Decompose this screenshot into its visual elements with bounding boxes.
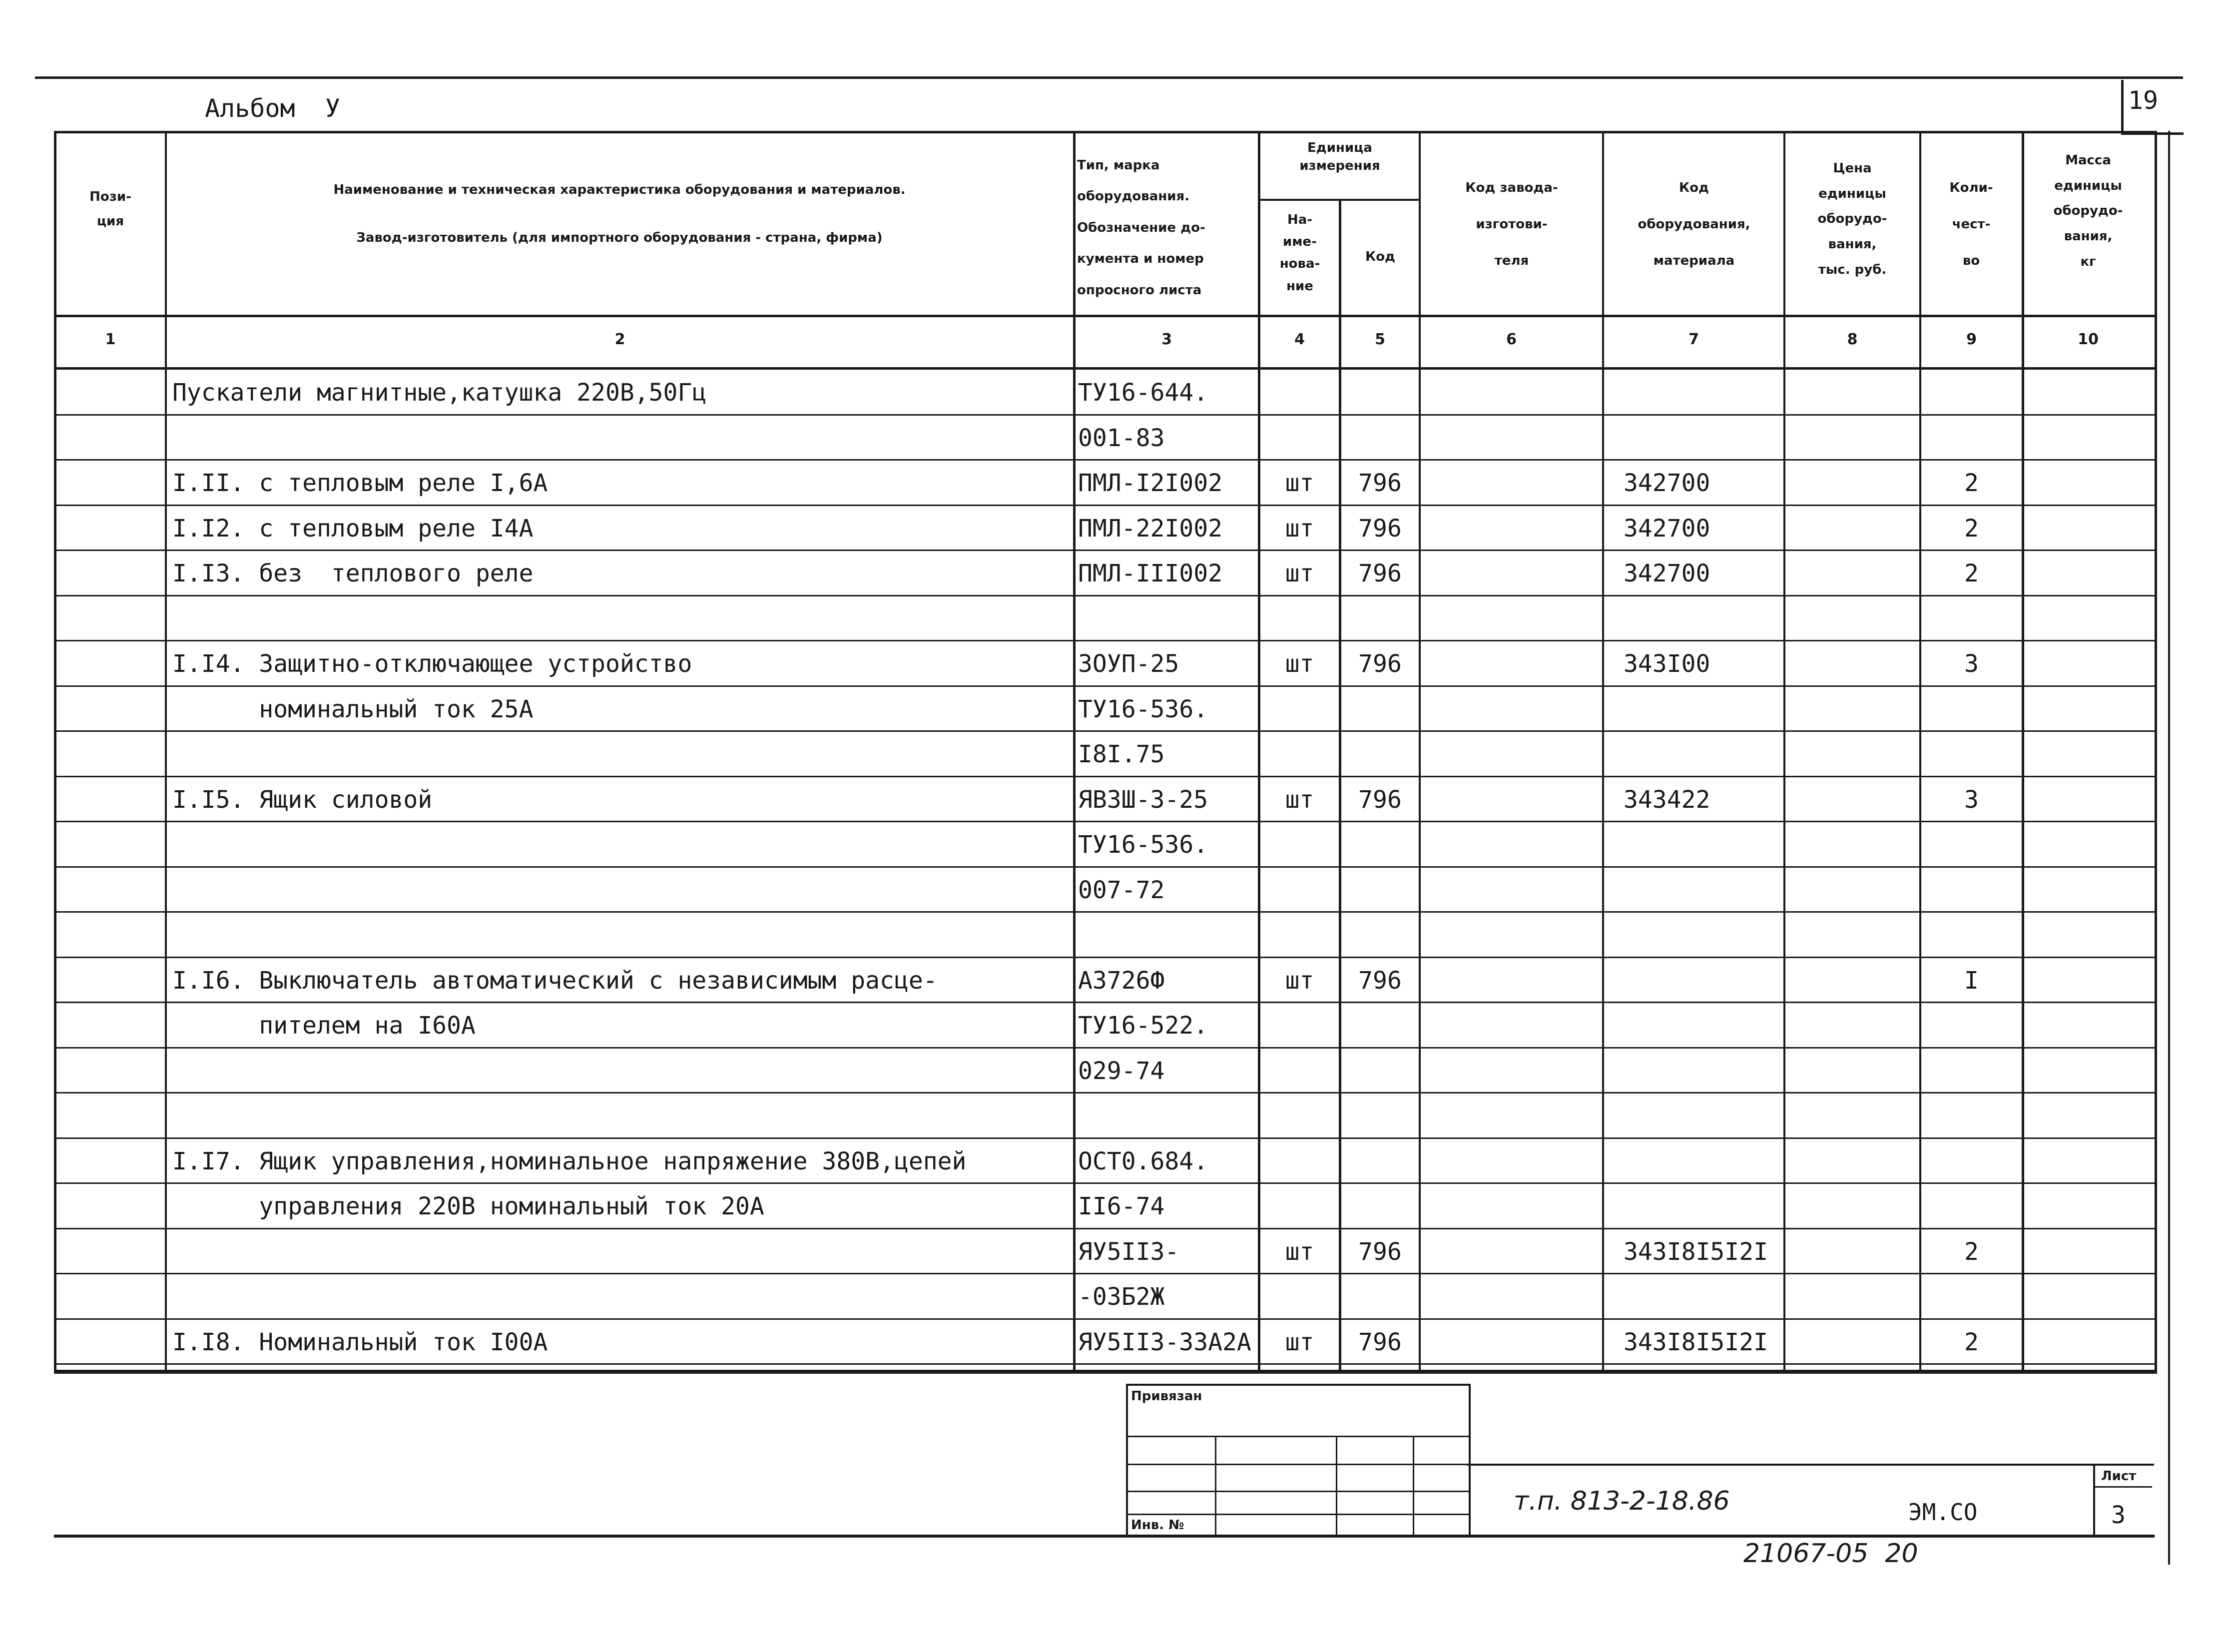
tied-box-row-3 xyxy=(1126,1491,1469,1492)
row-10-unit: шт xyxy=(1285,785,1314,814)
row-22-name: I.I8. Номинальный ток I00А xyxy=(172,1328,548,1356)
row-divider xyxy=(54,776,2155,777)
row-5-name: I.I3. без теплового реле xyxy=(172,559,534,587)
row-14-qty: I xyxy=(1964,966,1979,995)
row-4-equip-code: 342700 xyxy=(1624,514,1710,543)
row-3-qty: 2 xyxy=(1964,469,1979,497)
row-10-equip-code: 343422 xyxy=(1624,785,1710,814)
row-3-unit-code: 796 xyxy=(1358,469,1402,497)
top-frame-line xyxy=(35,76,2183,79)
row-divider xyxy=(54,640,2155,641)
row-7-unit-code: 796 xyxy=(1358,650,1402,678)
row-10-unit-code: 796 xyxy=(1358,785,1402,814)
row-divider xyxy=(54,685,2155,687)
row-7-name: I.I4. Защитно-отключающее устройство xyxy=(172,650,692,678)
row-3-unit: шт xyxy=(1285,469,1314,497)
sheet-number: 3 xyxy=(2111,1501,2126,1529)
row-9-type: I8I.75 xyxy=(1078,740,1165,768)
row-10-qty: 3 xyxy=(1964,785,1979,814)
row-15-type: ТУ16-522. xyxy=(1078,1012,1208,1040)
col-line-4 xyxy=(1339,200,1341,1372)
row-22-unit-code: 796 xyxy=(1358,1328,1402,1356)
row-12-type: 007-72 xyxy=(1078,876,1165,904)
row-14-unit: шт xyxy=(1285,966,1314,995)
row-20-type: ЯУ5II3- xyxy=(1078,1237,1179,1266)
right-frame-edge xyxy=(2168,131,2170,1565)
tied-box-col-2 xyxy=(1336,1436,1337,1536)
tied-label: Привязан xyxy=(1131,1389,1202,1404)
row-divider xyxy=(54,1273,2155,1274)
tied-box-col-1 xyxy=(1215,1436,1216,1536)
header-position: Пози- ция xyxy=(89,189,131,229)
row-divider xyxy=(54,595,2155,596)
unit-group-divider xyxy=(1258,199,1421,201)
row-divider xyxy=(54,866,2155,868)
inv-label: Инв. № xyxy=(1131,1518,1184,1533)
row-7-qty: 3 xyxy=(1964,650,1979,678)
album-title: Альбом У xyxy=(205,94,340,123)
project-code: т.п. 813-2-18.86 xyxy=(1514,1486,1730,1516)
row-1-name: Пускатели магнитные,катушка 220В,50Гц xyxy=(172,379,707,407)
frame-bottom-line xyxy=(54,1535,2155,1538)
colnum-4: 4 xyxy=(1294,331,1305,348)
row-14-type: А3726Ф xyxy=(1078,966,1165,995)
row-divider xyxy=(54,505,2155,506)
header-bottom-line xyxy=(54,315,2155,317)
row-divider xyxy=(54,911,2155,913)
row-11-type: ТУ16-536. xyxy=(1078,831,1208,859)
row-divider xyxy=(54,1137,2155,1139)
row-divider xyxy=(54,957,2155,958)
row-8-type: ТУ16-536. xyxy=(1078,695,1208,723)
row-divider xyxy=(54,1002,2155,1003)
tied-box-row-1 xyxy=(1126,1436,1469,1437)
row-22-qty: 2 xyxy=(1964,1328,1979,1356)
row-4-qty: 2 xyxy=(1964,514,1979,543)
row-20-unit-code: 796 xyxy=(1358,1237,1402,1266)
row-22-equip-code: 343I8I5I2I xyxy=(1624,1328,1768,1356)
row-divider xyxy=(54,459,2155,461)
header-name-line1: Наименование и техническая характеристика оборудования и материалов. xyxy=(333,182,906,197)
row-divider xyxy=(54,1318,2155,1320)
row-2-type: 001-83 xyxy=(1078,424,1165,452)
header-price: Цена единицы оборудо- вания, тыс. руб. xyxy=(1817,161,1887,277)
tied-box-row-4 xyxy=(1126,1514,1469,1515)
row-divider xyxy=(54,414,2155,416)
row-divider xyxy=(54,1363,2155,1365)
header-mass: Масса единицы оборудо- вания, кг xyxy=(2053,153,2123,269)
row-14-unit-code: 796 xyxy=(1358,966,1402,995)
header-quantity: Коли- чест- во xyxy=(1949,180,1993,268)
colnum-6: 6 xyxy=(1506,331,1517,348)
header-type: Тип, марка оборудования. Обозначение до- кумента и номер опросного листа xyxy=(1077,158,1205,298)
row-7-unit: шт xyxy=(1285,650,1314,678)
row-3-type: ПМЛ-I2I002 xyxy=(1078,469,1222,497)
row-3-name: I.II. с тепловым реле I,6А xyxy=(172,469,548,497)
tied-box-row-2 xyxy=(1126,1464,1469,1465)
row-divider xyxy=(54,730,2155,732)
stamp-top-line xyxy=(1467,1464,2154,1466)
row-20-qty: 2 xyxy=(1964,1237,1979,1266)
row-15-name: пителем на I60А xyxy=(172,1012,476,1040)
row-22-unit: шт xyxy=(1285,1328,1314,1356)
colnum-8: 8 xyxy=(1847,331,1858,348)
doc-mark: ЭМ.СО xyxy=(1908,1499,1978,1526)
row-16-type: 029-74 xyxy=(1078,1057,1165,1085)
table-bottom-line xyxy=(54,1370,2155,1372)
row-divider xyxy=(54,1182,2155,1184)
sheet-label: Лист xyxy=(2101,1469,2137,1484)
row-4-unit-code: 796 xyxy=(1358,514,1402,543)
row-1-type: ТУ16-644. xyxy=(1078,379,1208,407)
row-5-qty: 2 xyxy=(1964,559,1979,587)
bottom-handwritten-number: 21067-05 20 xyxy=(1743,1539,1918,1569)
row-20-equip-code: 343I8I5I2I xyxy=(1624,1237,1768,1266)
sheet-box-divider xyxy=(2093,1486,2152,1488)
colnum-1: 1 xyxy=(105,331,116,348)
row-20-unit: шт xyxy=(1285,1237,1314,1266)
row-18-type: ОСТ0.684. xyxy=(1078,1147,1208,1175)
header-unit-group: Единица измерения xyxy=(1299,140,1380,174)
row-divider xyxy=(54,1047,2155,1049)
row-3-equip-code: 342700 xyxy=(1624,469,1710,497)
row-5-unit: шт xyxy=(1285,559,1314,587)
colnum-10: 10 xyxy=(2078,331,2099,348)
row-14-name: I.I6. Выключатель автоматический с независимым расце- xyxy=(172,966,938,995)
colnum-3: 3 xyxy=(1161,331,1172,348)
page-number: 19 xyxy=(2128,86,2159,115)
row-10-name: I.I5. Ящик силовой xyxy=(172,785,433,814)
colnum-5: 5 xyxy=(1375,331,1385,348)
header-unit-code: Код xyxy=(1365,249,1396,264)
row-8-name: номинальный ток 25А xyxy=(172,695,534,723)
row-10-type: ЯВЗШ-3-25 xyxy=(1078,785,1208,814)
row-divider xyxy=(54,550,2155,551)
header-unit-name: На- име- нова- ние xyxy=(1279,212,1320,294)
row-19-name: управления 220В номинальный ток 20А xyxy=(172,1192,764,1220)
row-5-equip-code: 342700 xyxy=(1624,559,1710,587)
colnum-7: 7 xyxy=(1688,331,1699,348)
row-divider xyxy=(54,821,2155,822)
colnum-2: 2 xyxy=(614,331,625,348)
row-21-type: -03Б2Ж xyxy=(1078,1283,1165,1311)
row-5-unit-code: 796 xyxy=(1358,559,1402,587)
row-7-equip-code: 343I00 xyxy=(1624,650,1710,678)
row-divider xyxy=(54,1228,2155,1229)
header-factory-code: Код завода- изготови- теля xyxy=(1465,180,1558,268)
header-equipment-code: Код оборудования, материала xyxy=(1638,180,1750,268)
row-7-type: ЗОУП-25 xyxy=(1078,650,1179,678)
row-4-unit: шт xyxy=(1285,514,1314,543)
header-name-line2: Завод-изготовитель (для импортного оборудования - страна, фирма) xyxy=(356,230,883,245)
colnum-bottom-line xyxy=(54,367,2155,370)
colnum-9: 9 xyxy=(1966,331,1977,348)
tied-box-col-3 xyxy=(1413,1436,1414,1536)
row-18-name: I.I7. Ящик управления,номинальное напряжение 380В,цепей xyxy=(172,1147,967,1175)
row-22-type: ЯУ5II3-33А2А xyxy=(1078,1328,1251,1356)
row-5-type: ПМЛ-III002 xyxy=(1078,559,1222,587)
row-19-type: II6-74 xyxy=(1078,1192,1165,1220)
row-4-name: I.I2. с тепловым реле I4А xyxy=(172,514,534,543)
row-divider xyxy=(54,1092,2155,1094)
row-4-type: ПМЛ-22I002 xyxy=(1078,514,1222,543)
